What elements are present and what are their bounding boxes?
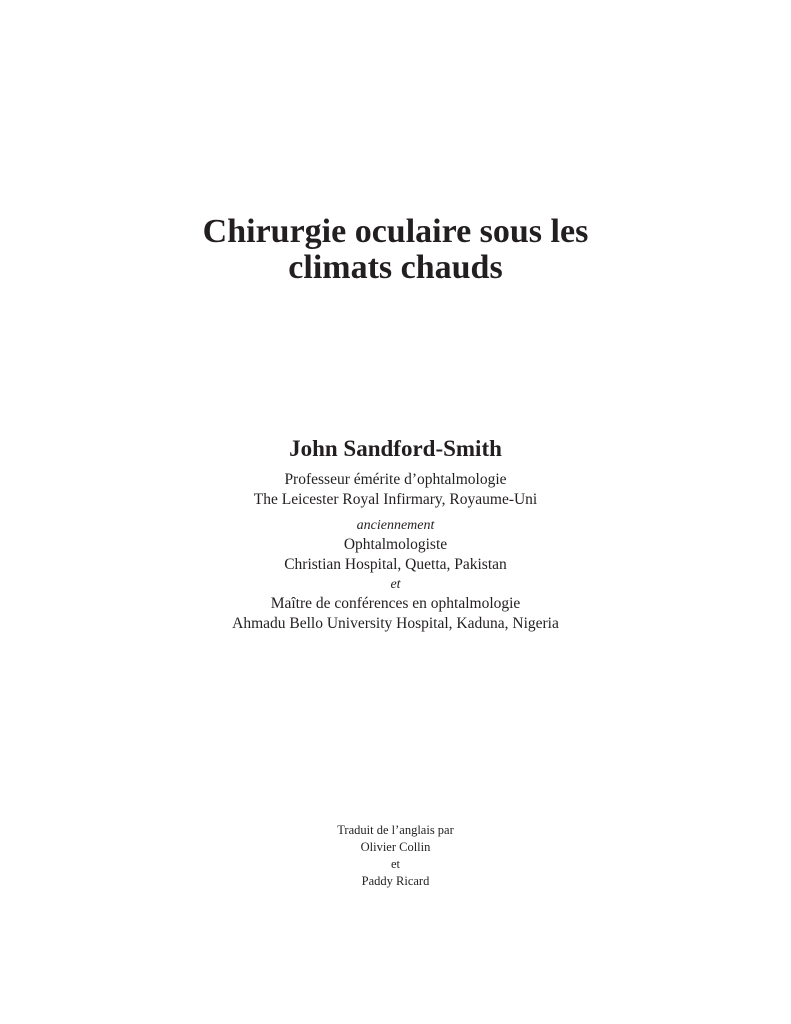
book-title-line-1: Chirurgie oculaire sous les [202, 213, 589, 250]
translator-2: Paddy Ricard [361, 874, 430, 888]
book-title-line-2: climats chauds [288, 249, 503, 286]
author-block [0, 432, 791, 634]
author-institution: The Leicester Royal Infirmary, Royaume-Uni [253, 491, 538, 508]
translation-credits [0, 822, 791, 890]
author-position: Professeur émérite d’ophtalmologie [284, 471, 507, 488]
author-conjunction: et [390, 577, 401, 592]
formerly-label: anciennement [356, 518, 435, 533]
translation-label: Traduit de l’anglais par [337, 823, 454, 837]
former-place-1: Christian Hospital, Quetta, Pakistan [284, 556, 507, 573]
author-name: John Sandford-Smith [289, 436, 502, 461]
former-role-2: Maître de conférences en ophtalmologie [270, 595, 521, 612]
former-place-2: Ahmadu Bello University Hospital, Kaduna, Nigeria [232, 615, 559, 632]
book-title [0, 214, 791, 286]
translator-1: Olivier Collin [360, 840, 431, 854]
translation-conjunction: et [390, 857, 401, 871]
former-role-1: Ophtalmologiste [343, 536, 448, 553]
